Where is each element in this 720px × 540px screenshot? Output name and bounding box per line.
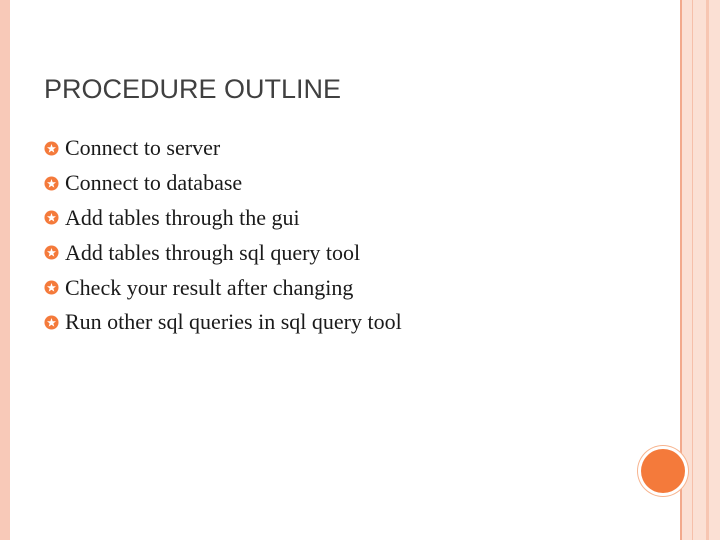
- bullet-label: Run other sql queries in sql query tool: [65, 309, 402, 335]
- right-border-line: [706, 0, 709, 540]
- bullet-item: [44, 131, 402, 166]
- bullet-label: Add tables through sql query tool: [65, 239, 361, 265]
- bullet-item: [44, 270, 402, 305]
- orange-star-bullet-icon: [44, 141, 59, 156]
- bullet-label: Check your result after changing: [65, 274, 354, 300]
- orange-star-bullet-icon: [44, 210, 59, 225]
- bullet-label: Connect to database: [65, 170, 243, 196]
- orange-star-bullet-icon: [44, 280, 59, 295]
- bullet-item: [44, 305, 402, 340]
- slide-title: PROCEDURE OUTLINE: [44, 74, 342, 104]
- bullet-item: [44, 166, 402, 201]
- bullet-list: [44, 131, 402, 340]
- bullet-item: [44, 235, 402, 270]
- decorative-orange-circle: [641, 449, 685, 493]
- bullet-label: Connect to server: [65, 135, 221, 161]
- bullet-label: Add tables through the gui: [65, 204, 300, 230]
- right-border-line: [692, 0, 693, 540]
- left-border-stripe: [0, 0, 10, 540]
- orange-star-bullet-icon: [44, 176, 59, 191]
- orange-star-bullet-icon: [44, 315, 59, 330]
- right-border-panel: [682, 0, 720, 540]
- bullet-item: [44, 201, 402, 236]
- orange-star-bullet-icon: [44, 245, 59, 260]
